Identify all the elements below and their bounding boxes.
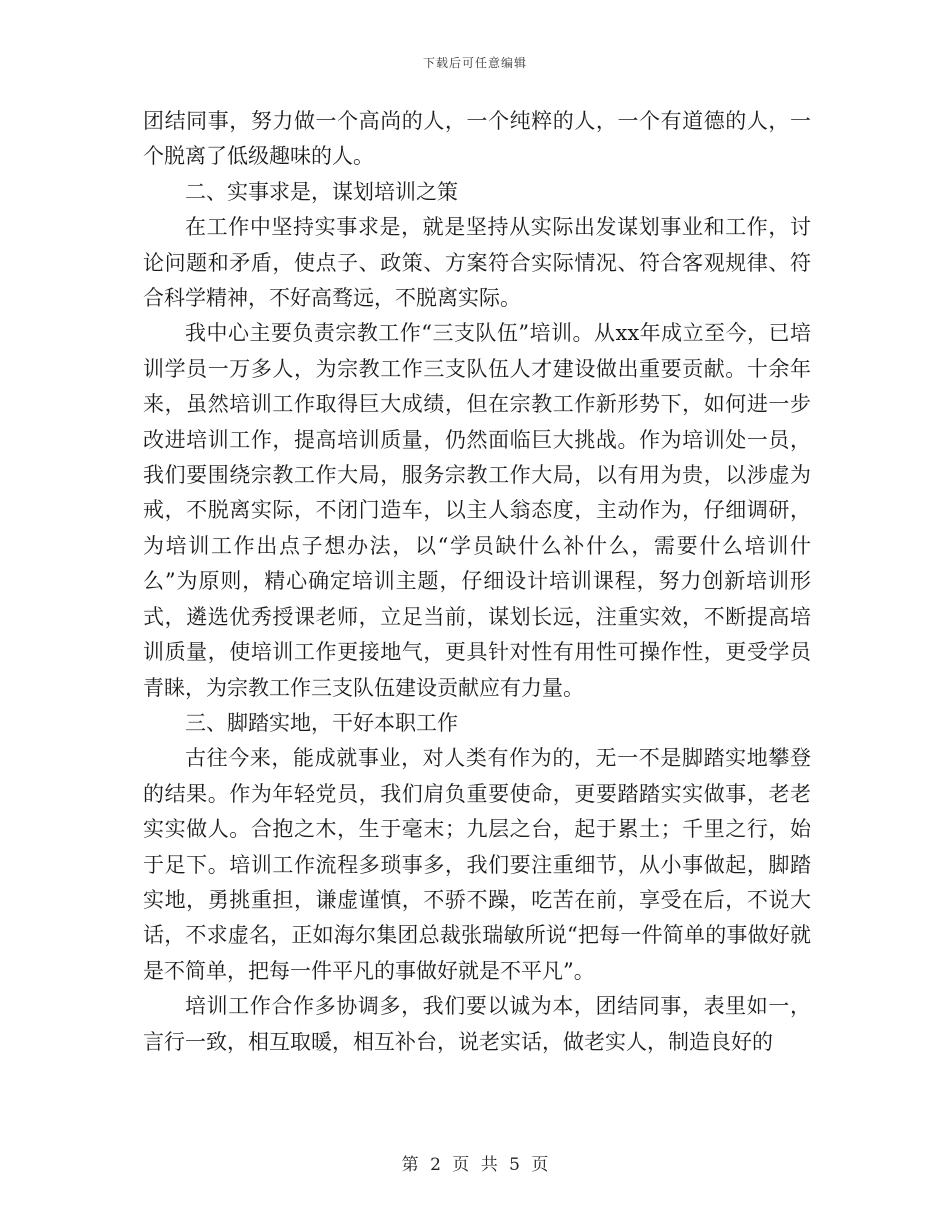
paragraph: 培训工作合作多协调多，我们要以诚为本，团结同事，表里如一，言行一致，相互取暖，相互补台，说老实话，做老实人，制造良好的 <box>143 994 811 1054</box>
paragraph: 我中心主要负责宗教工作“三支队伍”培训。从xx年成立至今，已培训学员一万多人，为宗教工作三支队伍人才建设做出重要贡献。十余年来，虽然培训工作取得巨大成绩，但在宗教工作新形势下，如何进一步改进培训工作，提高培训质量，仍然面临巨大挑战。作为培训处一员，我们要围绕宗教工作大局，服务宗教工作大局，以有用为贵，以涉虚为戒，不脱离实际，不闭门造车，以主人翁态度，主动作为，仔细调研，为培训工作出点子想办法，以“学员缺什么补什么，需要什么培训什么”为原则，精心确定培训主题，仔细设计培训课程，努力创新培训形式，遴选优秀授课老师，立足当前，谋划长远，注重实效，不断提高培训质量，使培训工作更接地气，更具针对性有用性可操作性，更受学员青睐，为宗教工作三支队伍建设贡献应有力量。 <box>143 321 811 700</box>
paragraph: 古往今来，能成就事业，对人类有作为的，无一不是脚踏实地攀登的结果。作为年轻党员，我们肩负重要使命，更要踏踏实实做事，老老实实做人。合抱之木，生于毫末；九层之台，起于累土；千里之行，始于足下。培训工作流程多琐事多，我们要注重细节，从小事做起，脚踏实地，勇挑重担，谦虚谨慎，不骄不躁，吃苦在前，享受在后，不说大话，不求虚名，正如海尔集团总裁张瑞敏所说“把每一件简单的事做好就是不简单，把每一件平凡的事做好就是不平凡”。 <box>143 746 811 983</box>
section-heading-3: 三、脚踏实地，干好本职工作 <box>185 710 458 735</box>
page-number: 第 2 页 共 5 页 <box>401 1155 549 1175</box>
document-body <box>143 104 811 1060</box>
paragraph: 在工作中坚持实事求是，就是坚持从实际出发谋划事业和工作，讨论问题和矛盾，使点子、政策、方案符合实际情况、符合客观规律、符合科学精神，不好高骛远，不脱离实际。 <box>143 215 811 311</box>
section-heading-2: 二、实事求是，谋划培训之策 <box>185 179 458 204</box>
page-header: 下载后可任意编辑 <box>422 56 527 70</box>
paragraph-continued: 团结同事，努力做一个高尚的人，一个纯粹的人，一个有道德的人，一个脱离了低级趣味的人。 <box>143 109 811 169</box>
